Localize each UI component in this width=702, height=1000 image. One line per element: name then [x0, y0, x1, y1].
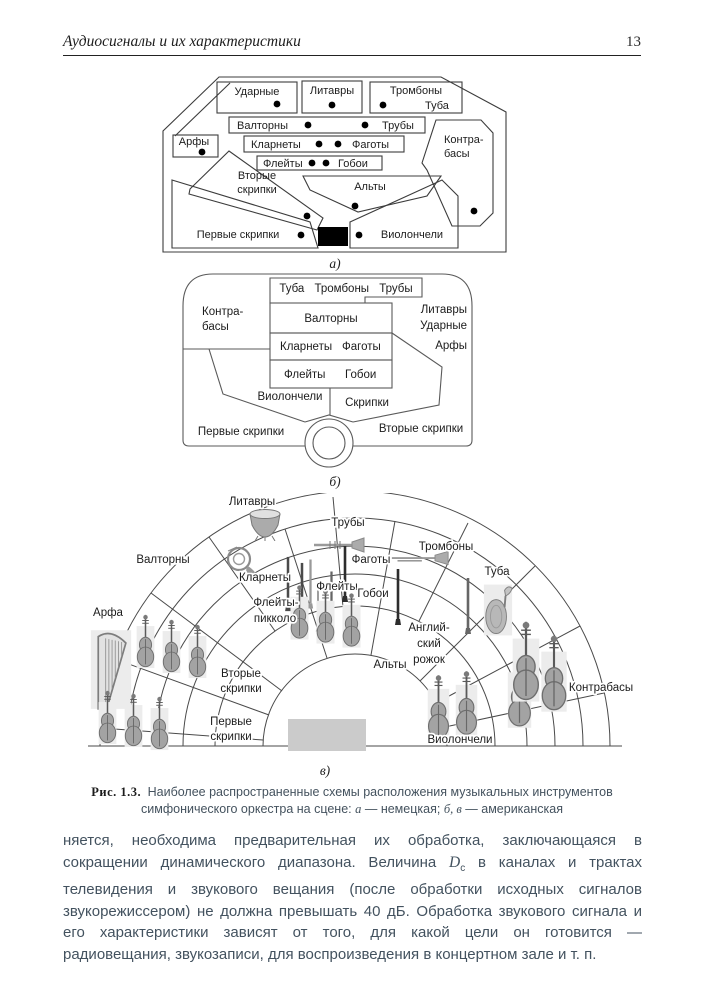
figure-caption-text-2: — немецкая;: [364, 802, 441, 816]
page-number: 13: [626, 34, 641, 50]
figure-caption-number: Рис. 1.3.: [91, 785, 142, 799]
figure-caption-scheme-bc: б, в: [443, 802, 462, 816]
fig-c-bassoons-label: Фаготы: [351, 554, 391, 566]
fig-b-caption: б): [329, 474, 341, 489]
body-text-part-2: в каналах и трактах телевидения и звукового вещания (после обработки исходных сигналов звукорежиссером) не должна превышать 40 дБ. Обработка звукового сигнала и его характеристики зависят от того, для какой цели он готовится — радиовещания, звукозаписи, для воспроизведения в концертном зале и т. п.: [63, 853, 642, 963]
english-horn-icon: [465, 578, 471, 634]
double-bass-icon: [513, 622, 540, 702]
fig-c-oboes-label: Гобои: [357, 588, 389, 600]
fig-a-trombones-label: Тромбоны: [389, 85, 443, 97]
fig-b-drums-label: Ударные: [420, 320, 467, 332]
fig-c-english-horn-label-3: рожок: [413, 654, 445, 666]
fig-c-english-horn-label-2: ский: [417, 638, 441, 650]
fig-b-basses-label-1: Контра-: [202, 306, 244, 318]
fig-a-basses-label-1: Контра-: [444, 134, 484, 146]
fig-c-first-violins-label-1: Первые: [210, 716, 252, 728]
fig-b-timpani-label: Литавры: [420, 304, 467, 316]
figure-a-diagram: [145, 72, 525, 264]
fig-c-second-violins-label-1: Вторые: [221, 668, 261, 680]
fig-a-horns-label: Валторны: [237, 120, 289, 132]
conductor-circle: [305, 419, 353, 467]
fig-c-tuba-label: Туба: [484, 566, 510, 578]
cello-icon: [428, 675, 450, 740]
fig-c-english-horn-label-1: Англий-: [408, 622, 450, 634]
fig-c-trumpets-label: Трубы: [331, 517, 365, 529]
fig-a-second-violins-label-2: скрипки: [237, 184, 277, 196]
fig-c-clarinets-label: Кларнеты: [238, 572, 292, 584]
page-title: Аудиосигналы и их характеристики: [63, 33, 301, 50]
figure-c-diagram: [60, 493, 660, 763]
fig-b-first-violins-label: Первые скрипки: [197, 426, 285, 438]
violin-icon: [163, 620, 181, 673]
fig-c-first-violins-label-2: скрипки: [210, 731, 252, 743]
fig-a-drums-label: Ударные: [234, 86, 280, 98]
fig-b-horns-label: Валторны: [304, 313, 358, 325]
fig-c-trombones-label: Тромбоны: [418, 541, 474, 553]
fig-b-back-row-label: Туба Тромбоны Трубы: [279, 283, 413, 295]
fig-c-flutes-label: Флейты: [316, 581, 358, 593]
fig-b-second-violins-label: Вторые скрипки: [378, 423, 464, 435]
body-text-part-1: няется, необходима предварительная их обработка, заключающаяся в сокращении динамического диапазона. Величина: [63, 832, 642, 871]
fig-c-timpani-label: Литавры: [228, 496, 276, 508]
body-paragraph: [63, 830, 642, 966]
trombone-icon: [392, 551, 448, 564]
fig-b-cellos-label: Виолончели: [257, 391, 323, 403]
violin-icon: [137, 615, 155, 668]
fig-b-harps-label: Арфы: [435, 340, 467, 352]
fig-a-basses-label-2: басы: [444, 148, 470, 160]
fig-a-cellos-label: Виолончели: [380, 229, 444, 241]
fig-b-oboes-label: Гобои: [345, 369, 377, 381]
fig-b-clarinets-label: Кларнеты: [280, 341, 333, 353]
fig-c-harp-label: Арфа: [93, 607, 123, 619]
fig-b-flutes-label: Флейты: [284, 369, 326, 381]
fig-c-caption: в): [319, 763, 331, 778]
figure-b-diagram: [180, 272, 490, 472]
fig-a-flutes-label: Флейты: [263, 158, 303, 170]
fig-a-timpani-label: Литавры: [309, 85, 355, 97]
violin-icon: [151, 697, 169, 750]
d-variable: D: [449, 853, 461, 871]
fig-a-oboes-label: Гобои: [338, 158, 368, 170]
trumpet-icon: [314, 538, 364, 552]
fig-a-harps-label: Арфы: [178, 136, 210, 148]
fig-c-piccolo-label-1: Флейты-: [253, 597, 299, 609]
figure-caption-scheme-a: а: [355, 802, 362, 816]
fig-a-clarinets-label: Кларнеты: [251, 139, 301, 151]
fig-b-basses-label-2: басы: [202, 321, 229, 333]
fig-b-violins-label: Скрипки: [345, 397, 389, 409]
fig-b-bassoons-label: Фаготы: [342, 341, 381, 353]
fig-c-basses-label: Контрабасы: [568, 682, 634, 694]
fig-c-horns-label: Валторны: [136, 554, 190, 566]
fig-a-second-violins-label-1: Вторые: [237, 170, 277, 182]
double-bass-icon: [541, 636, 566, 712]
figure-caption-text-1: Наиболее распространенные схемы расположения музыкальных инструментов симфонического оркестра на сцене:: [141, 785, 613, 816]
figure-caption-text-3: — американская: [465, 802, 563, 816]
fig-c-violas-label: Альты: [373, 659, 407, 671]
fig-a-tuba-label: Туба: [425, 100, 449, 112]
page-header: [63, 33, 641, 56]
fig-c-cellos-label: Виолончели: [427, 734, 493, 746]
conductor-podium: [288, 719, 366, 751]
harp-icon: [91, 630, 131, 709]
fig-a-first-violins-label: Первые скрипки: [196, 229, 280, 241]
fig-a-bassoons-label: Фаготы: [352, 139, 390, 151]
tuba-icon: [484, 585, 512, 636]
d-subscript: с: [460, 862, 466, 874]
fig-c-piccolo-label-2: пикколо: [253, 613, 297, 625]
figure-caption: [78, 784, 626, 818]
bassoon-icon: [395, 569, 401, 625]
cello-icon: [456, 671, 478, 736]
fig-a-caption: а): [329, 256, 341, 271]
timpani-icon: [250, 510, 280, 542]
conductor-block: [318, 227, 348, 246]
fig-a-trumpets-label: Трубы: [382, 120, 414, 132]
fig-c-second-violins-label-2: скрипки: [220, 683, 262, 695]
fig-a-violas-label: Альты: [354, 181, 386, 193]
